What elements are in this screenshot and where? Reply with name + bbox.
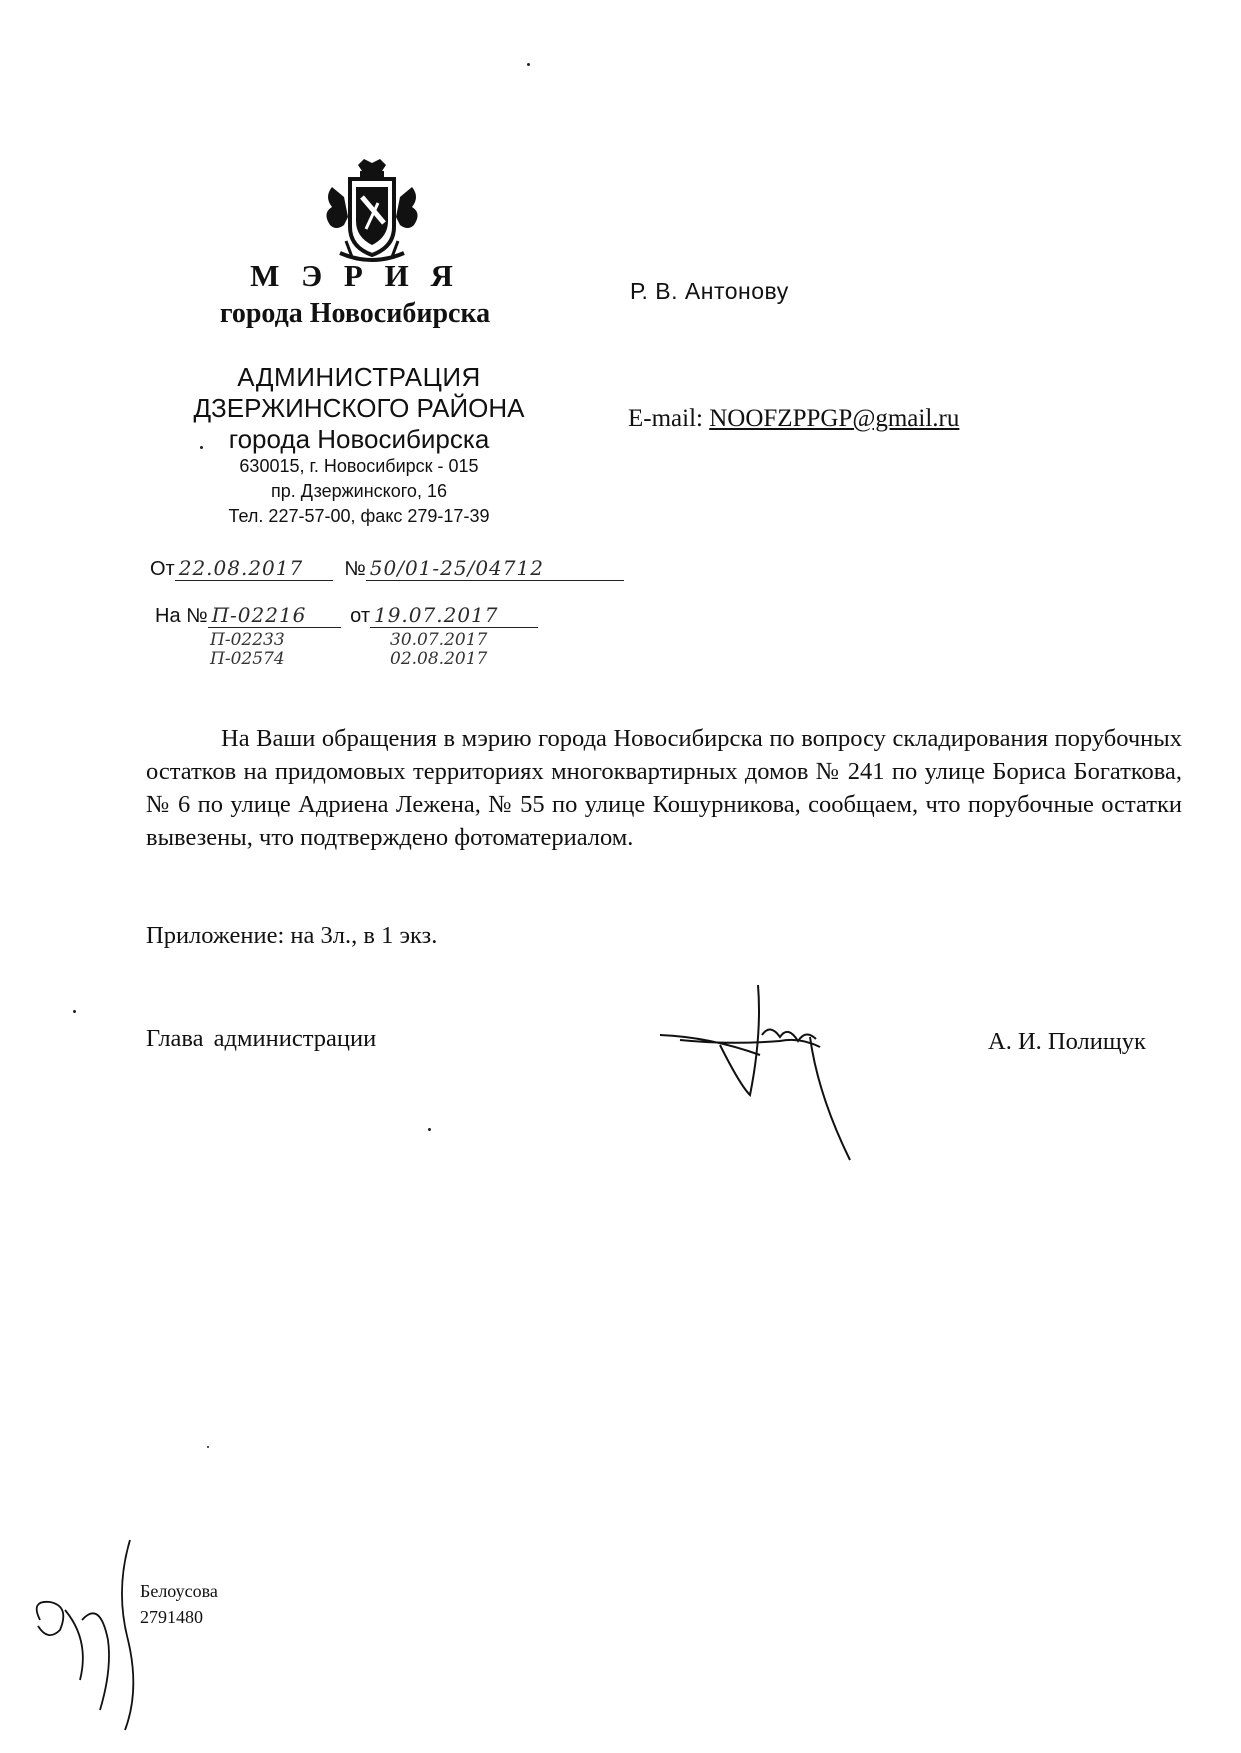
handwritten-initials-icon: [30, 1530, 170, 1740]
letter-body: На Ваши обращения в мэрию города Новосибирска по вопросу складирования порубочных остатков на придомовых территориях многоквартирных домов № 241 по улице Бориса Богаткова, № 6 по улице Адриена Лежена, № 55 по улице Кошурникова, сообщаем, что порубочные остатки вывезены, что подтверждено фотоматериалом.: [146, 725, 1182, 851]
admin-district: ДЗЕРЖИНСКОГО РАЙОНА: [193, 393, 525, 423]
scan-speck: [527, 63, 530, 66]
outgoing-reference: [150, 556, 624, 581]
incoming-date-2: 30.07.2017: [390, 630, 488, 650]
city-coat-of-arms-icon: [318, 157, 426, 269]
executor-info: [140, 1578, 218, 1630]
outgoing-number-label: №: [344, 558, 366, 580]
incoming-number-1: П-02216: [208, 603, 341, 628]
incoming-date-1: 19.07.2017: [370, 603, 538, 628]
signatory-position: Глава администрации: [146, 1025, 377, 1052]
admin-title: АДМИНИСТРАЦИЯ: [237, 362, 481, 392]
mayoralty-title: М Э Р И Я: [250, 258, 460, 293]
outgoing-date: 22.08.2017: [175, 556, 333, 581]
scan-speck: [200, 446, 203, 449]
incoming-number-3: П-02574: [210, 649, 285, 669]
incoming-reference: [155, 603, 538, 628]
email-label: E-mail:: [628, 405, 703, 432]
recipient-email-row: [628, 405, 959, 433]
handwritten-signature-icon: [650, 975, 865, 1165]
incoming-number-label: На №: [155, 605, 208, 627]
appendix-note: Приложение: на 3л., в 1 экз.: [146, 922, 438, 949]
recipient-name: Р. В. Антонову: [630, 278, 789, 304]
outgoing-date-label: От: [150, 558, 175, 580]
mayoralty-heading: [170, 258, 540, 334]
scan-speck: [428, 1128, 431, 1131]
incoming-number-2: П-02233: [210, 630, 285, 650]
admin-city: города Новосибирска: [228, 424, 490, 454]
scan-speck: [73, 1010, 76, 1013]
email-link[interactable]: NOOFZPPGP@gmail.ru: [709, 405, 960, 432]
executor-name: Белоусова: [140, 1581, 218, 1601]
outgoing-number: 50/01-25/04712: [366, 556, 624, 581]
address-street: пр. Дзержинского, 16: [271, 481, 447, 501]
incoming-date-3: 02.08.2017: [390, 649, 488, 669]
administration-letterhead: [160, 362, 558, 529]
mayoralty-city: города Новосибирска: [219, 298, 491, 329]
incoming-date-label: от: [350, 605, 370, 627]
executor-phone: 2791480: [140, 1607, 203, 1627]
scan-speck: [207, 1446, 209, 1448]
phone-fax: Тел. 227-57-00, факс 279-17-39: [228, 506, 490, 526]
address-postal: 630015, г. Новосибирск - 015: [239, 456, 479, 476]
signatory-name: А. И. Полищук: [988, 1028, 1146, 1055]
